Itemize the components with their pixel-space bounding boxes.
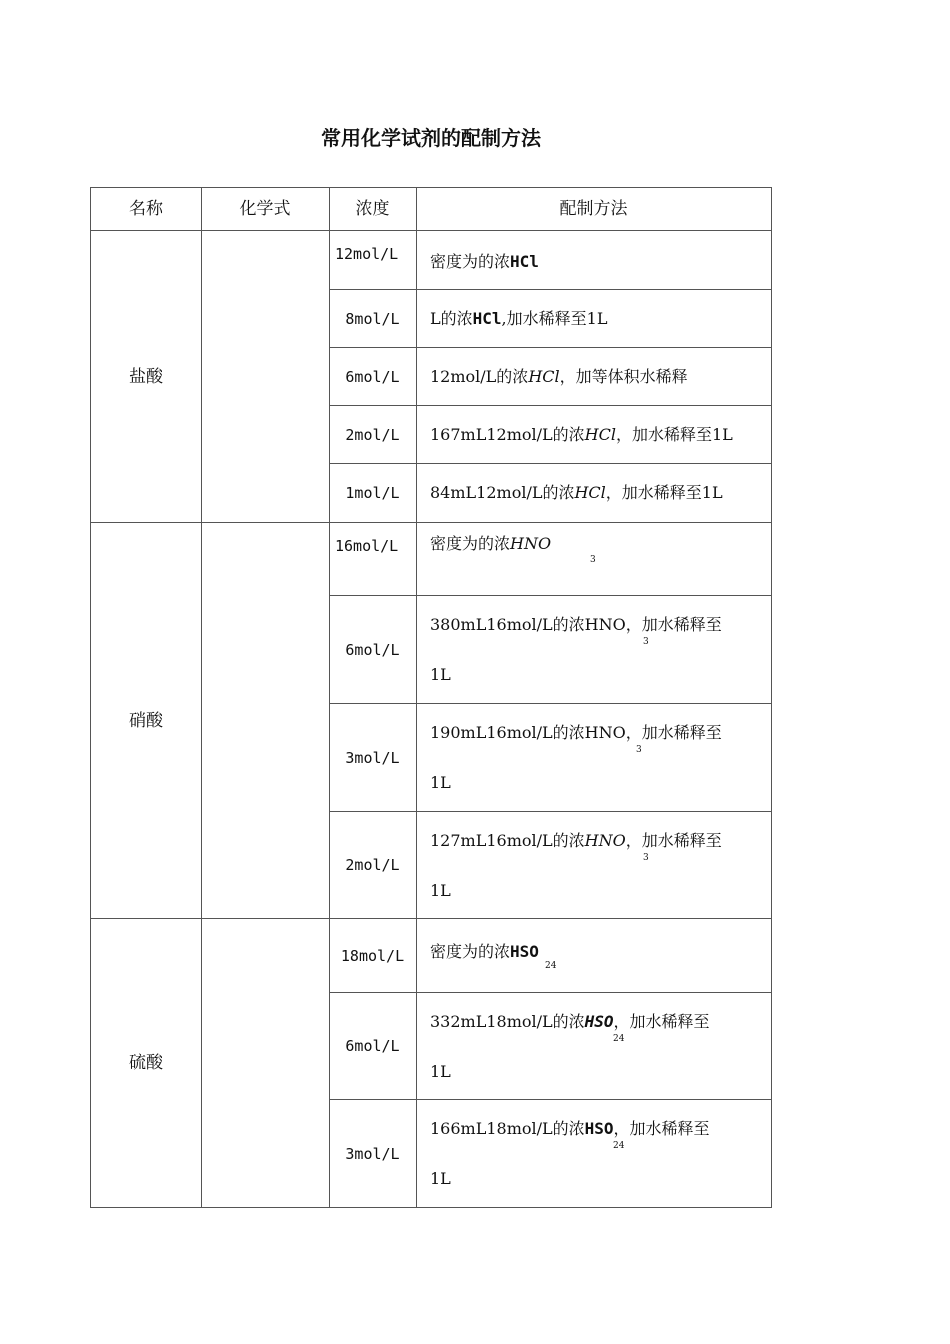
method-cell (416, 704, 771, 811)
chem-formula: HNO (584, 831, 626, 850)
method-text-line2: 1L (430, 773, 451, 792)
group-name-nitric: 硝酸 (129, 710, 163, 731)
method-cell (416, 596, 771, 703)
header-method: 配制方法 (559, 199, 628, 219)
chem-formula: HSO (584, 1012, 614, 1031)
group-formula (201, 919, 329, 1207)
method-cell (416, 290, 771, 347)
page-title: 常用化学试剂的配制方法 (321, 126, 541, 150)
method-text-line2: 1L (430, 1169, 451, 1188)
conc-cell: 2mol/L (345, 425, 400, 444)
chem-formula: HNO (510, 534, 552, 553)
chem-formula: HCl (472, 309, 502, 328)
conc-cell: 6mol/L (345, 640, 400, 659)
method-text: ，加水稀释至1L (615, 425, 733, 444)
conc-cell: 3mol/L (345, 1144, 400, 1163)
method-text: 12mol/L的浓 (430, 367, 529, 386)
method-text: L的浓 (430, 309, 473, 328)
method-text: ，加水稀释至 (625, 723, 722, 742)
method-text: 166mL18mol/L的浓 (430, 1119, 585, 1138)
conc-cell: 1mol/L (345, 484, 400, 502)
method-text: 167mL12mol/L的浓 (430, 425, 585, 444)
method-text: ，加等体积水稀释 (559, 367, 688, 386)
method-text: ，加水稀释至 (625, 831, 722, 850)
chem-formula: HSO (510, 942, 539, 961)
group-name-sulfuric: 硫酸 (129, 1053, 163, 1073)
method-text-line2: 1L (430, 881, 451, 900)
method-text: 密度为的浓 (430, 252, 511, 271)
method-text: 332mL18mol/L的浓 (430, 1012, 585, 1031)
chem-formula: HCl (510, 252, 539, 271)
chem-subscript: 3 (636, 745, 642, 755)
method-cell (416, 406, 771, 463)
method-cell (416, 348, 771, 405)
chem-subscript: 24 (613, 1141, 625, 1151)
method-cell (416, 812, 771, 918)
method-cell (416, 464, 771, 522)
method-cell (416, 993, 771, 1099)
conc-cell: 3mol/L (345, 748, 400, 767)
conc-cell: 2mol/L (345, 856, 400, 874)
conc-cell: 18mol/L (340, 946, 405, 965)
method-text: 380mL16mol/L的浓 (430, 615, 585, 634)
conc-cell: 6mol/L (345, 1037, 400, 1055)
method-text-line2: 1L (430, 665, 451, 684)
method-text: 84mL12mol/L的浓 (430, 483, 575, 502)
conc-cell: 12mol/L (335, 245, 399, 263)
method-text: 密度为的浓 (430, 534, 511, 553)
method-text: ，加水稀释至 (625, 615, 722, 634)
method-cell (416, 523, 771, 595)
conc-cell: 6mol/L (345, 367, 400, 386)
header-formula: 化学式 (239, 199, 291, 219)
method-text: ，加水稀释至1L (605, 483, 723, 502)
method-cell (416, 231, 771, 289)
conc-cell: 8mol/L (345, 309, 400, 328)
method-text: ，加水稀释至 (613, 1119, 710, 1138)
method-text: 127mL16mol/L的浓 (430, 831, 585, 850)
chem-subscript: 3 (590, 555, 596, 565)
conc-cell: 16mol/L (335, 537, 399, 555)
method-text: 190mL16mol/L的浓 (430, 723, 585, 742)
method-text: 密度为的浓 (430, 942, 511, 961)
method-text-line2: 1L (430, 1062, 451, 1081)
method-cell (416, 1100, 771, 1207)
method-text: ，加水稀释至 (613, 1012, 710, 1031)
group-name-hydrochloric: 盐酸 (129, 366, 163, 387)
chem-formula: HCl (584, 425, 616, 444)
chem-formula: HNO (584, 723, 626, 742)
chem-subscript: 24 (545, 961, 557, 971)
chem-formula: HSO (584, 1119, 614, 1138)
header-concentration: 浓度 (355, 199, 390, 219)
method-text: ,加水稀释至1L (501, 309, 608, 328)
chem-subscript: 24 (613, 1034, 625, 1044)
chem-subscript: 3 (643, 637, 649, 647)
header-name: 名称 (129, 199, 163, 219)
chem-formula: HCl (528, 367, 560, 386)
method-cell (416, 919, 771, 992)
group-formula (201, 231, 329, 522)
chem-formula: HCl (574, 483, 606, 502)
chem-subscript: 3 (643, 853, 649, 863)
group-formula (201, 523, 329, 918)
reagent-table (90, 187, 772, 1208)
chem-formula: HNO (584, 615, 626, 634)
